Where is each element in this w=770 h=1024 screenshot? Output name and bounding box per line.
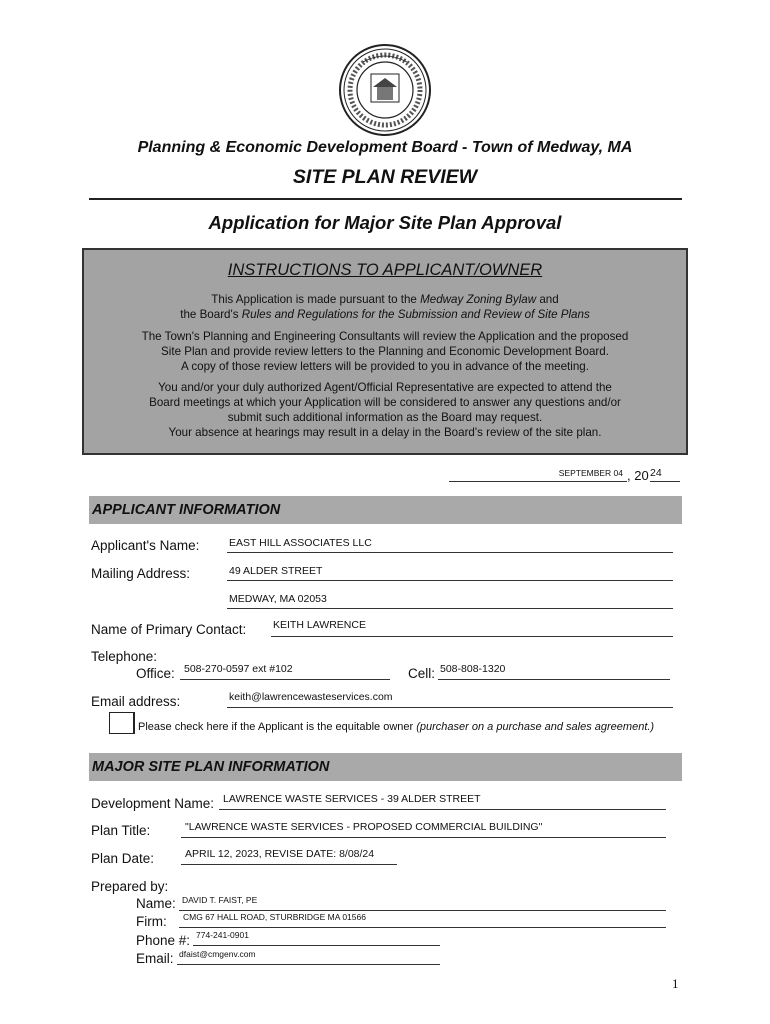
preparer-firm-field[interactable] bbox=[179, 912, 666, 928]
preparer-name-label: Name: bbox=[136, 896, 176, 911]
cell-phone-field[interactable] bbox=[438, 664, 670, 680]
equitable-owner-checkbox[interactable] bbox=[109, 712, 135, 734]
preparer-email-value: dfaist@cmgenv.com bbox=[179, 949, 256, 959]
board-heading: Planning & Economic Development Board - Town of Medway, MA bbox=[137, 139, 633, 156]
plan-date-value: APRIL 12, 2023, REVISE DATE: 8/08/24 bbox=[185, 848, 375, 860]
telephone-label: Telephone: bbox=[91, 649, 158, 664]
office-label: Office: bbox=[136, 666, 175, 681]
applicant-name-field[interactable] bbox=[227, 537, 673, 553]
equitable-owner-label: Please check here if the Applicant is the equitable owner (purchaser on a purchase and sales agreement.) bbox=[138, 721, 655, 733]
office-phone-value: 508-270-0597 ext #102 bbox=[184, 663, 293, 675]
development-name-value: LAWRENCE WASTE SERVICES - 39 ALDER STREET bbox=[223, 793, 481, 805]
prepared-by-label: Prepared by: bbox=[91, 879, 169, 894]
instructions-title: INSTRUCTIONS TO APPLICANT/OWNER bbox=[227, 261, 543, 279]
email-address-value: keith@lawrencewasteservices.com bbox=[229, 691, 393, 703]
applicant-name-value: EAST HILL ASSOCIATES LLC bbox=[229, 537, 372, 549]
date-year-suffix: 24 bbox=[650, 467, 662, 479]
instructions-box bbox=[82, 248, 688, 455]
date-year-field[interactable] bbox=[650, 466, 680, 482]
mailing-address-label: Mailing Address: bbox=[91, 566, 191, 581]
plan-date-label: Plan Date: bbox=[91, 851, 155, 866]
mailing-address-line1-field[interactable] bbox=[227, 565, 673, 581]
date-year-prefix: , 20 bbox=[627, 468, 649, 483]
plan-title-value: "LAWRENCE WASTE SERVICES - PROPOSED COMMERCIAL BUILDING" bbox=[185, 821, 543, 833]
plan-title-field[interactable] bbox=[181, 822, 666, 838]
preparer-firm-value: CMG 67 HALL ROAD, STURBRIDGE MA 01566 bbox=[183, 912, 366, 922]
cell-label: Cell: bbox=[408, 666, 436, 681]
mailing-address-line1-value: 49 ALDER STREET bbox=[229, 565, 323, 577]
site-plan-section-header: MAJOR SITE PLAN INFORMATION bbox=[89, 753, 682, 781]
primary-contact-field[interactable] bbox=[271, 621, 673, 637]
applicant-section-header: APPLICANT INFORMATION bbox=[89, 496, 682, 524]
page-number: 1 bbox=[672, 976, 679, 991]
preparer-phone-label: Phone #: bbox=[136, 933, 191, 948]
instructions-paragraph-3: You and/or your duly authorized Agent/Official Representative are expected to attend the Board meetings at which your Application will be considered to answer any questions and/or submit such additional information as the Board may request. Your absence at hearings may result in a delay in the Board's review of the site plan. bbox=[149, 381, 621, 439]
preparer-phone-value: 774-241-0901 bbox=[196, 930, 249, 940]
preparer-name-field[interactable] bbox=[179, 895, 666, 911]
town-seal-logo bbox=[333, 42, 437, 138]
development-name-field[interactable] bbox=[219, 794, 666, 810]
instructions-paragraph-2: The Town's Planning and Engineering Consultants will review the Application and the proposed Site Plan and provide review letters to the Planning and Economic Development Board. A copy of those review letters will be provided to you in advance of the meeting. bbox=[141, 330, 629, 373]
applicant-name-label: Applicant's Name: bbox=[91, 538, 200, 553]
development-name-label: Development Name: bbox=[91, 796, 215, 811]
date-field[interactable] bbox=[449, 466, 627, 482]
office-phone-field[interactable] bbox=[180, 664, 390, 680]
mailing-address-line2-field[interactable] bbox=[227, 593, 673, 609]
primary-contact-value: KEITH LAWRENCE bbox=[273, 619, 366, 631]
mailing-address-line2-value: MEDWAY, MA 02053 bbox=[229, 593, 327, 605]
primary-contact-label: Name of Primary Contact: bbox=[91, 622, 247, 637]
preparer-email-label: Email: bbox=[136, 951, 174, 966]
preparer-firm-label: Firm: bbox=[136, 914, 167, 929]
preparer-name-value: DAVID T. FAIST, PE bbox=[182, 895, 258, 905]
plan-date-field[interactable] bbox=[181, 849, 397, 865]
header-divider bbox=[89, 198, 682, 200]
preparer-phone-field[interactable] bbox=[193, 930, 440, 946]
site-plan-review-title: SITE PLAN REVIEW bbox=[292, 166, 478, 188]
date-month-day: SEPTEMBER 04 bbox=[558, 468, 623, 478]
cell-phone-value: 508-808-1320 bbox=[440, 663, 506, 675]
email-address-label: Email address: bbox=[91, 694, 181, 709]
email-address-field[interactable] bbox=[227, 692, 673, 708]
plan-title-label: Plan Title: bbox=[91, 823, 151, 838]
application-title: Application for Major Site Plan Approval bbox=[208, 212, 562, 233]
instructions-paragraph-1: This Application is made pursuant to the Medway Zoning Bylaw and the Board's Rules and Regulations for the Submission and Review of Site Plans bbox=[180, 293, 590, 321]
preparer-email-field[interactable] bbox=[177, 949, 440, 965]
